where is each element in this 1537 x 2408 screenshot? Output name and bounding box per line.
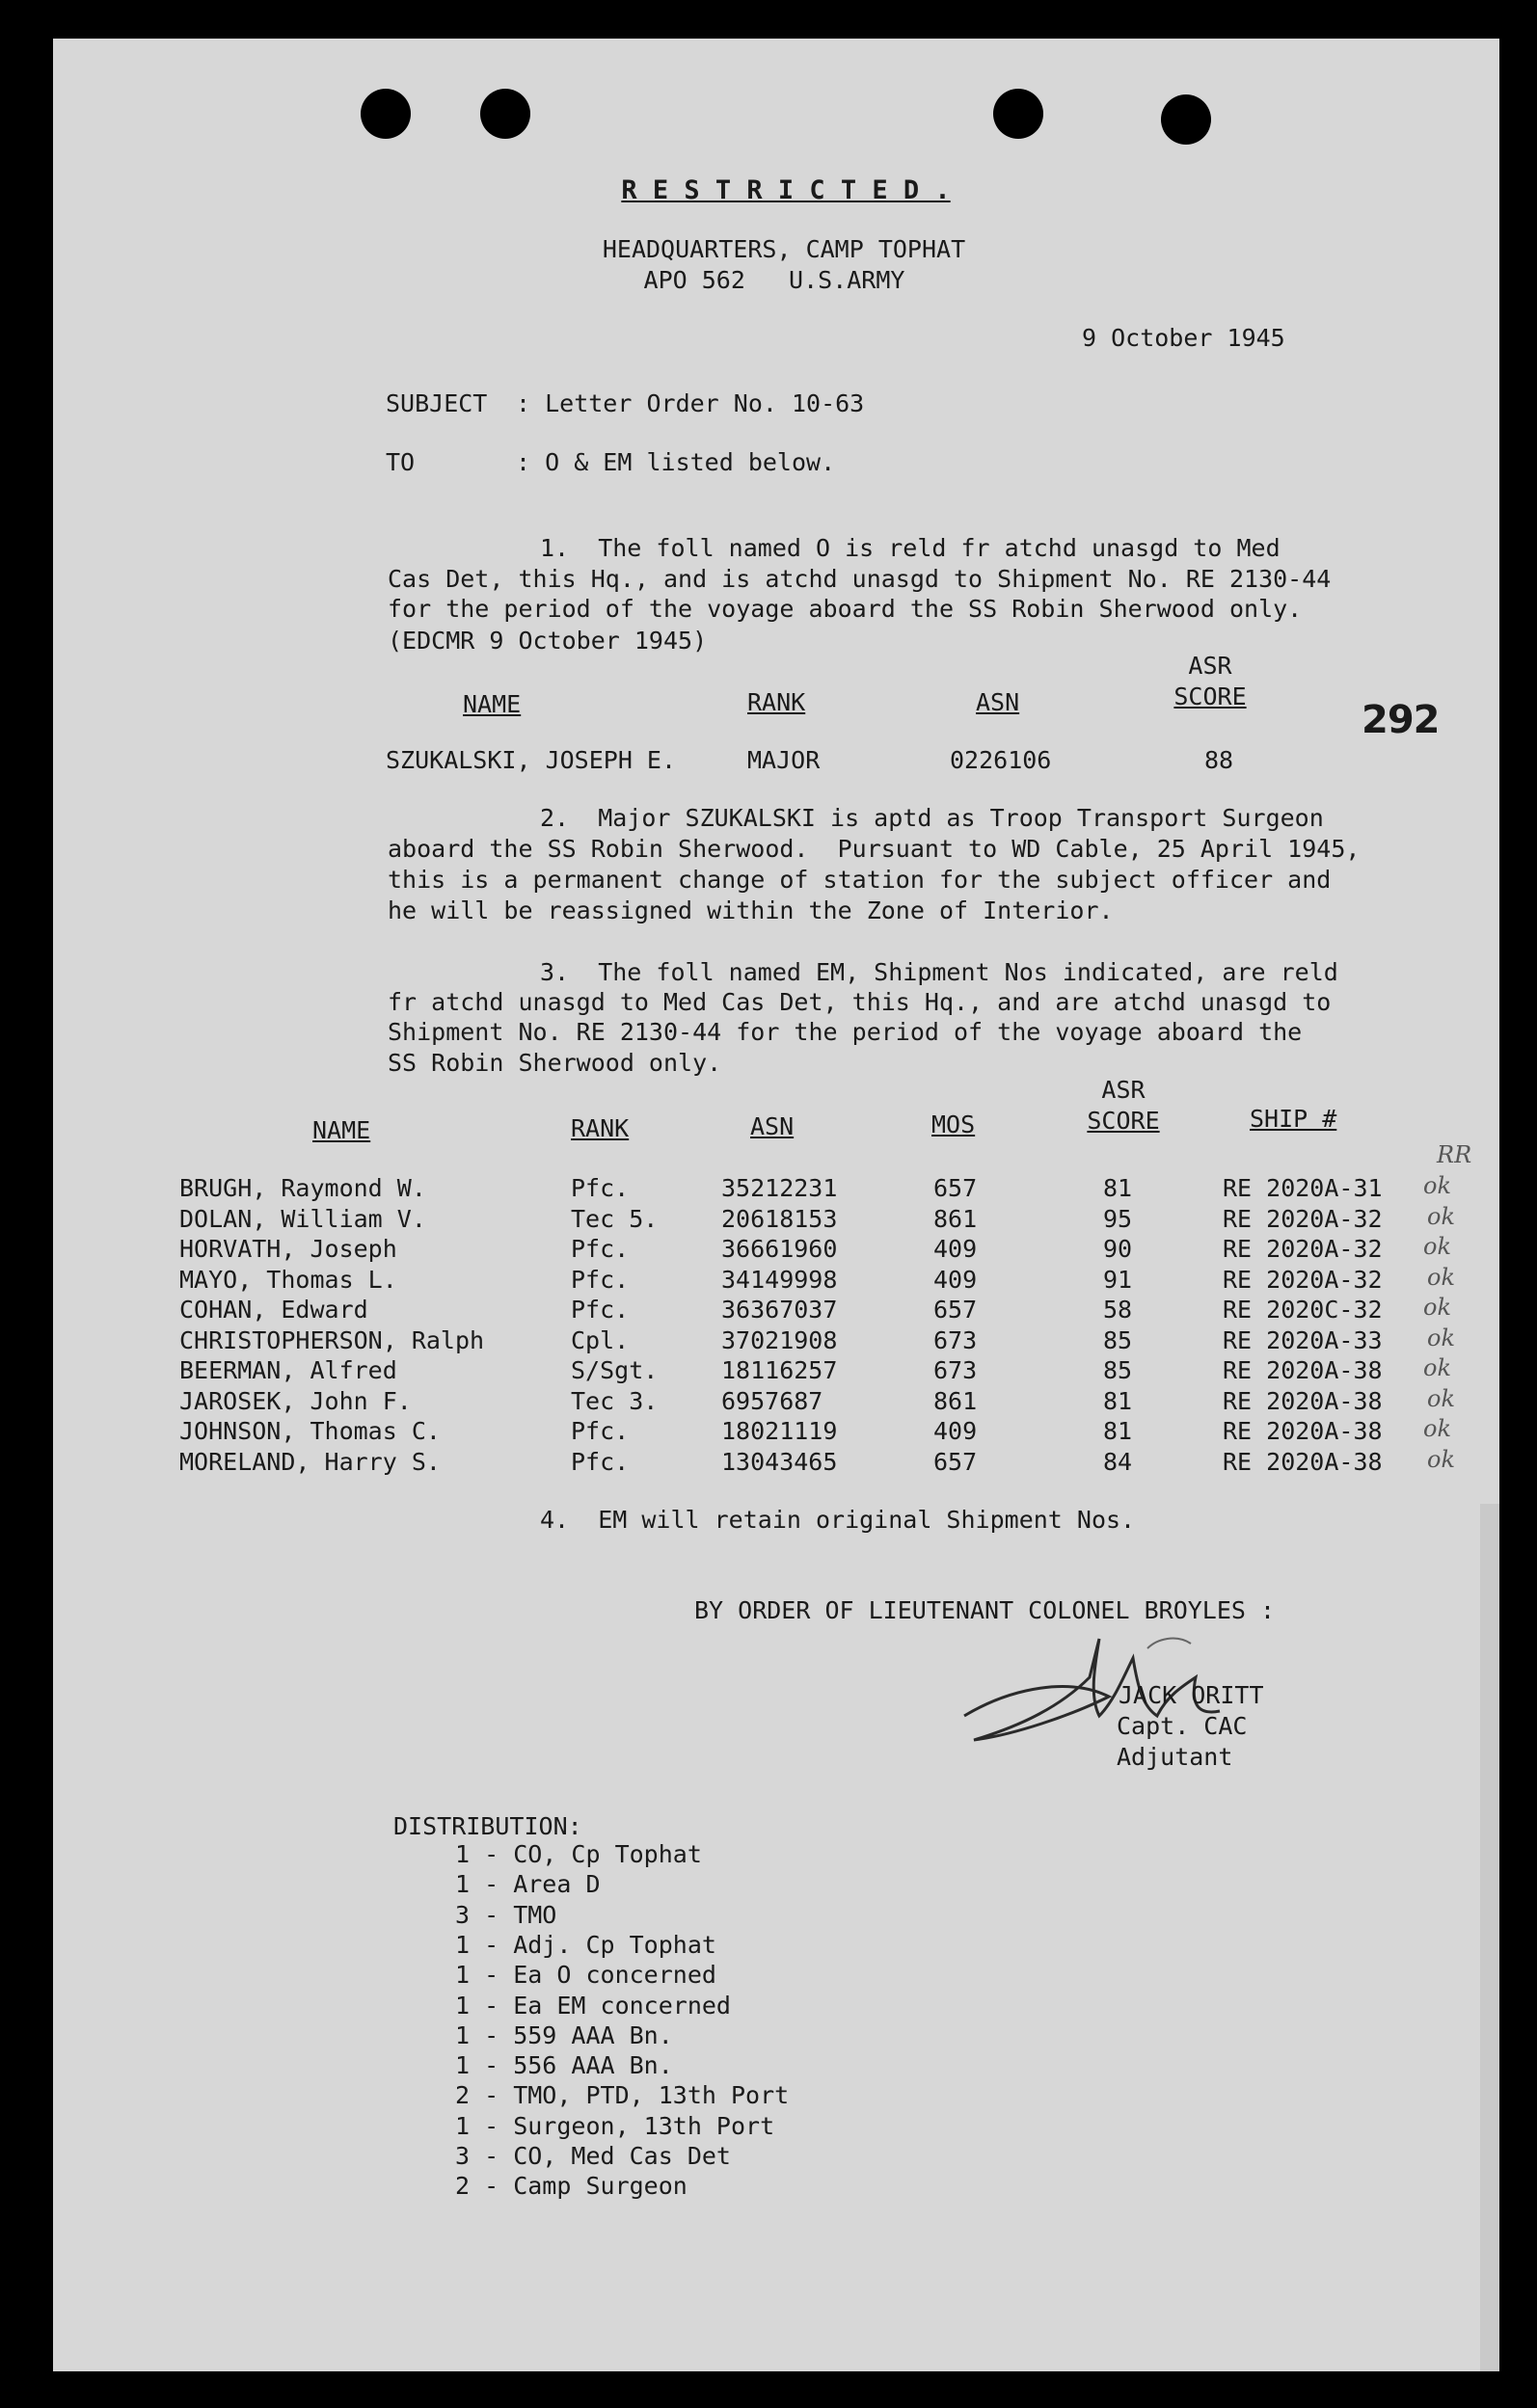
em-name: JOHNSON, Thomas C. xyxy=(179,1417,441,1445)
officer-header-name: NAME xyxy=(463,690,522,718)
em-score: 91 xyxy=(1103,1265,1133,1294)
officer-header-asn: ASN xyxy=(976,688,1020,716)
em-ship: RE 2020C-32 xyxy=(1223,1296,1383,1324)
em-name: JAROSEK, John F. xyxy=(179,1386,412,1415)
em-header-rank: RANK xyxy=(571,1114,630,1142)
distribution-item: 2 - TMO, PTD, 13th Port xyxy=(455,2081,790,2110)
distribution-item: 1 - Area D xyxy=(455,1870,601,1899)
distribution-item: 3 - CO, Med Cas Det xyxy=(455,2142,731,2170)
check-mark: ok xyxy=(1423,1354,1451,1381)
em-score: 81 xyxy=(1103,1417,1133,1445)
em-name: DOLAN, William V. xyxy=(179,1204,426,1233)
em-mos: 409 xyxy=(933,1417,978,1445)
em-ship: RE 2020A-32 xyxy=(1223,1235,1383,1263)
margin-initials: RR xyxy=(1437,1141,1472,1168)
punch-hole xyxy=(993,89,1043,139)
em-score: 85 xyxy=(1103,1356,1133,1384)
em-ship: RE 2020A-38 xyxy=(1223,1386,1383,1415)
em-mos: 657 xyxy=(933,1296,978,1324)
para1-line: Cas Det, this Hq., and is atchd unasgd to Shipment No. RE 2130-44 xyxy=(388,565,1332,593)
distribution-item: 1 - Ea O concerned xyxy=(455,1961,716,1990)
check-mark: ok xyxy=(1427,1324,1455,1351)
officer-asn: 0226106 xyxy=(950,746,1052,774)
em-mos: 861 xyxy=(933,1204,978,1233)
para2-line: 2. Major SZUKALSKI is aptd as Troop Transport Surgeon xyxy=(540,804,1324,832)
to-value: : O & EM listed below. xyxy=(516,448,836,476)
distribution-item: 1 - 556 AAA Bn. xyxy=(455,2051,673,2080)
em-name: CHRISTOPHERSON, Ralph xyxy=(179,1325,485,1354)
em-rank: Cpl. xyxy=(571,1325,630,1354)
em-rank: S/Sgt. xyxy=(571,1356,659,1384)
para3-line: SS Robin Sherwood only. xyxy=(388,1049,722,1077)
em-ship: RE 2020A-38 xyxy=(1223,1447,1383,1476)
distribution-item: 1 - 559 AAA Bn. xyxy=(455,2020,673,2049)
em-asn: 35212231 xyxy=(721,1174,838,1202)
em-asn: 34149998 xyxy=(721,1265,838,1294)
em-rank: Tec 5. xyxy=(571,1204,659,1233)
by-order-line: BY ORDER OF LIEUTENANT COLONEL BROYLES : xyxy=(694,1596,1276,1624)
em-header-mos: MOS xyxy=(931,1110,976,1138)
subject-label: SUBJECT xyxy=(386,389,488,417)
distribution-item: 1 - Surgeon, 13th Port xyxy=(455,2111,775,2140)
officer-name: SZUKALSKI, JOSEPH E. xyxy=(386,746,677,774)
check-mark: ok xyxy=(1427,1445,1455,1473)
em-ship: RE 2020A-38 xyxy=(1223,1417,1383,1445)
signer-name: JACK ORITT xyxy=(1119,1681,1264,1709)
em-mos: 673 xyxy=(933,1356,978,1384)
em-asn: 18116257 xyxy=(721,1356,838,1384)
em-header-asn: ASN xyxy=(750,1112,795,1140)
check-mark: ok xyxy=(1423,1233,1451,1260)
para2-line: he will be reassigned within the Zone of Interior. xyxy=(388,896,1114,924)
para2-line: this is a permanent change of station for the subject officer and xyxy=(388,866,1332,894)
officer-header-rank: RANK xyxy=(747,688,806,716)
em-rank: Pfc. xyxy=(571,1235,630,1263)
em-asn: 36367037 xyxy=(721,1296,838,1324)
em-mos: 861 xyxy=(933,1386,978,1415)
distribution-item: 1 - Adj. Cp Tophat xyxy=(455,1930,716,1959)
em-name: BEERMAN, Alfred xyxy=(179,1356,397,1384)
para1-line: (EDCMR 9 October 1945) xyxy=(388,627,708,655)
em-mos: 673 xyxy=(933,1325,978,1354)
punch-hole xyxy=(1161,94,1211,145)
officer-header-score: SCORE xyxy=(1173,682,1247,710)
para3-line: fr atchd unasgd to Med Cas Det, this Hq., and are atchd unasgd to xyxy=(388,988,1332,1016)
para4-line: 4. EM will retain original Shipment Nos. xyxy=(540,1506,1136,1534)
em-rank: Pfc. xyxy=(571,1447,630,1476)
em-score: 95 xyxy=(1103,1204,1133,1233)
em-header-score: SCORE xyxy=(1087,1107,1160,1135)
to-label: TO xyxy=(386,448,416,476)
em-asn: 37021908 xyxy=(721,1325,838,1354)
signer-title: Adjutant xyxy=(1117,1743,1233,1771)
distribution-item: 3 - TMO xyxy=(455,1900,557,1929)
para3-line: Shipment No. RE 2130-44 for the period of the voyage aboard the xyxy=(388,1018,1303,1046)
em-header-asr: ASR xyxy=(1101,1076,1146,1104)
em-name: BRUGH, Raymond W. xyxy=(179,1174,426,1202)
em-score: 81 xyxy=(1103,1174,1133,1202)
officer-rank: MAJOR xyxy=(747,746,821,774)
em-rank: Pfc. xyxy=(571,1265,630,1294)
em-ship: RE 2020A-32 xyxy=(1223,1204,1383,1233)
officer-score: 88 xyxy=(1203,746,1234,774)
em-rank: Pfc. xyxy=(571,1417,630,1445)
em-mos: 409 xyxy=(933,1235,978,1263)
check-mark: ok xyxy=(1423,1294,1451,1321)
em-asn: 18021119 xyxy=(721,1417,838,1445)
para1-line: 1. The foll named O is reld fr atchd unasgd to Med xyxy=(540,534,1281,562)
em-asn: 20618153 xyxy=(721,1204,838,1233)
em-name: MORELAND, Harry S. xyxy=(179,1447,441,1476)
distribution-heading: DISTRIBUTION: xyxy=(393,1812,582,1840)
em-mos: 657 xyxy=(933,1447,978,1476)
em-mos: 657 xyxy=(933,1174,978,1202)
check-mark: ok xyxy=(1423,1172,1451,1199)
org-line-2: APO 562 U.S.ARMY xyxy=(643,266,905,294)
classification-heading: R E S T R I C T E D . xyxy=(621,175,951,205)
em-rank: Pfc. xyxy=(571,1174,630,1202)
check-mark: ok xyxy=(1427,1263,1455,1291)
punch-hole xyxy=(361,89,411,139)
em-name: MAYO, Thomas L. xyxy=(179,1265,397,1294)
em-mos: 409 xyxy=(933,1265,978,1294)
page-number: 292 xyxy=(1362,698,1440,742)
em-score: 58 xyxy=(1103,1296,1133,1324)
em-header-ship: SHIP # xyxy=(1250,1105,1337,1133)
em-ship: RE 2020A-38 xyxy=(1223,1356,1383,1384)
em-rank: Tec 3. xyxy=(571,1386,659,1415)
subject-value: : Letter Order No. 10-63 xyxy=(516,389,865,417)
em-name: COHAN, Edward xyxy=(179,1296,368,1324)
em-score: 81 xyxy=(1103,1386,1133,1415)
em-asn: 6957687 xyxy=(721,1386,823,1415)
distribution-item: 2 - Camp Surgeon xyxy=(455,2172,688,2201)
distribution-item: 1 - CO, Cp Tophat xyxy=(455,1840,702,1868)
officer-header-asr: ASR xyxy=(1188,652,1232,680)
em-ship: RE 2020A-31 xyxy=(1223,1174,1383,1202)
em-asn: 36661960 xyxy=(721,1235,838,1263)
signer-rank: Capt. CAC xyxy=(1117,1712,1248,1740)
document-date: 9 October 1945 xyxy=(1082,324,1285,352)
paper-edge xyxy=(1480,1504,1499,2371)
check-mark: ok xyxy=(1423,1415,1451,1442)
em-score: 84 xyxy=(1103,1447,1133,1476)
em-score: 90 xyxy=(1103,1235,1133,1263)
em-ship: RE 2020A-33 xyxy=(1223,1325,1383,1354)
em-header-name: NAME xyxy=(312,1116,371,1144)
para1-line: for the period of the voyage aboard the SS Robin Sherwood only. xyxy=(388,595,1303,623)
check-mark: ok xyxy=(1427,1384,1455,1412)
distribution-item: 1 - Ea EM concerned xyxy=(455,1991,731,2020)
check-mark: ok xyxy=(1427,1202,1455,1230)
em-ship: RE 2020A-32 xyxy=(1223,1265,1383,1294)
em-rank: Pfc. xyxy=(571,1296,630,1324)
em-asn: 13043465 xyxy=(721,1447,838,1476)
para2-line: aboard the SS Robin Sherwood. Pursuant to WD Cable, 25 April 1945, xyxy=(388,835,1361,863)
em-name: HORVATH, Joseph xyxy=(179,1235,397,1263)
punch-hole xyxy=(480,89,530,139)
em-score: 85 xyxy=(1103,1325,1133,1354)
para3-line: 3. The foll named EM, Shipment Nos indicated, are reld xyxy=(540,958,1338,986)
org-line-1: HEADQUARTERS, CAMP TOPHAT xyxy=(602,235,966,263)
